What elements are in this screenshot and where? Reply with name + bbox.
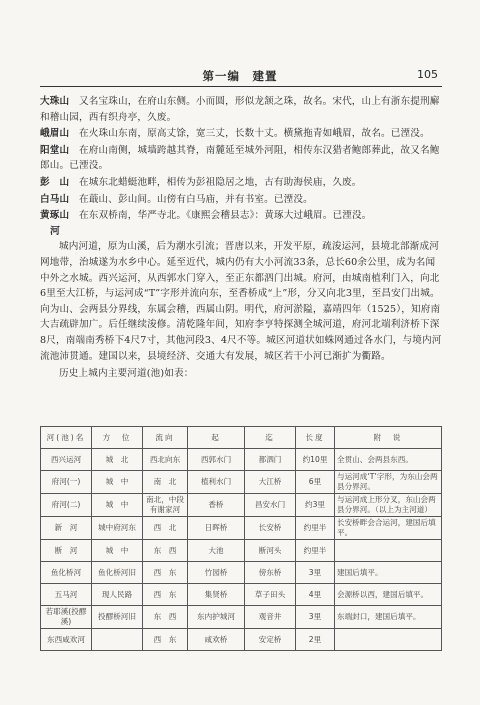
cell-length: 3里 <box>296 562 335 584</box>
cell-flow: 西 东 <box>143 584 188 606</box>
cell-name: 府河(二) <box>41 494 92 517</box>
cell-end: 观音井 <box>245 606 296 629</box>
col-header-end: 迄 <box>245 427 296 449</box>
cell-start: 东内护城河 <box>188 606 245 629</box>
cell-location: 投醪桥河旧 <box>92 606 143 629</box>
cell-name: 鱼化桥河 <box>41 562 92 584</box>
cell-start: 集贤桥 <box>188 584 245 606</box>
cell-length: 4里 <box>296 584 335 606</box>
table-row <box>41 540 442 562</box>
table-caption: 历史上城内主要河道(池)如表： <box>59 368 194 380</box>
cell-note: 与运河成上形分叉，东山会两县分界河。（以上为主河道） <box>335 494 442 517</box>
col-header-start: 起 <box>188 427 245 449</box>
cell-length: 3里 <box>296 606 335 629</box>
cell-note: 东端封口，建国后填平。 <box>335 606 442 629</box>
entry-text: 在府山南侧，城墙跨越其脊，南麓延至城外河阻，相传东汉猎者鲍郎葬此，故又名鲍郎山。已湮没。 <box>40 144 440 172</box>
cell-location: 鱼化桥河旧 <box>92 562 143 584</box>
entry-term: 彭 山 <box>40 176 70 188</box>
entry-term: 黄琢山 <box>40 210 70 222</box>
body-text <box>40 94 442 382</box>
entry-yangtang-shan <box>40 143 442 174</box>
table-row <box>41 494 442 517</box>
cell-flow: 西 东 <box>143 562 188 584</box>
rivers-paragraph: 城内河道，原为山溪，后为潮水引流；晋唐以来，开发平原，疏浚运河，县境北部渐成河网地带，治城遂为水乡中心。延至近代，城内仍有大小河流33条，总长60余公里，成为名闻中外之水城。西兴运河，从西郭水门穿入，至正东都泗门出城。府河，由城南植利门入，向北6里至大江桥，与运河成“T”字形并流向东，至香桥成“上”形，分又向北3里，至昌安门出城。向为山、会两县分界线，东属会稽，西属山阴。明代，府河淤隘，嘉靖四年（1525），知府南大吉疏辟加广。后任继续浚修。清乾隆年间，知府李亨特探测全城河道，府河北端利济桥下深8尺，南端南秀桥下4尺7寸，其他河段3、4尺不等。城区河道状如蛛网通过各水门，与境内河流池沛贯通。建国以来，县境经济、交通大有发展，城区若干小河已渐扩为衢路。 <box>40 241 442 362</box>
cell-note: 全贯山、会两县东西。 <box>335 449 442 471</box>
cell-flow: 南 北 <box>143 471 188 494</box>
running-header <box>40 68 440 84</box>
cell-location: 城 中 <box>92 494 143 517</box>
table-row <box>41 471 442 494</box>
table-row <box>41 606 442 629</box>
cell-length: 约里半 <box>296 540 335 562</box>
cell-note: 与运河成‘T’字形，为东山会两县分界河。 <box>335 471 442 494</box>
table-row <box>41 517 442 540</box>
cell-location: 现人民路 <box>92 584 143 606</box>
entry-peng-shan <box>40 175 442 191</box>
entry-term: 大珠山 <box>40 96 70 107</box>
entry-emei-shan <box>40 126 442 142</box>
section-heading: 河 <box>50 225 60 237</box>
entry-text: 在火珠山东南，原高丈馀，宽三丈，长数十丈。横黛拖青如峨眉，故名。已湮没。 <box>78 128 430 140</box>
col-header-location: 方 位 <box>92 427 143 449</box>
entry-text: 又名宝珠山，在府山东侧。小而圆，形似龙颔之珠，故名。宋代，山上有浙东提刑廨和稽山园，西有织舟亭，久废。 <box>40 96 440 123</box>
table-row <box>41 584 442 606</box>
cell-end: 都泗门 <box>245 449 296 471</box>
entry-text: 在蕺山、彭山间。山傍有白马庙，并有书室。已湮没。 <box>78 193 313 205</box>
cell-length: 约10里 <box>296 449 335 471</box>
cell-location: 城 北 <box>92 449 143 471</box>
cell-name: 断 河 <box>41 540 92 562</box>
table-header-row <box>41 427 442 449</box>
river-table <box>40 426 442 651</box>
cell-name: 新 河 <box>41 517 92 540</box>
cell-name: 府河(一) <box>41 471 92 494</box>
col-header-note: 附 说 <box>335 427 442 449</box>
entry-huangzhuo-shan <box>40 208 442 224</box>
cell-start: 香桥 <box>188 494 245 517</box>
entry-dazhu-shan <box>40 94 442 125</box>
table-row <box>41 562 442 584</box>
cell-length: 2里 <box>296 629 335 651</box>
entry-text: 在城东北蜡蜓池畔，相传为彭祖隐居之地，古有助海侯庙，久废。 <box>78 176 362 188</box>
table-row <box>41 629 442 651</box>
cell-note <box>335 629 442 651</box>
entry-term: 峨眉山 <box>40 128 70 140</box>
entry-term: 白马山 <box>40 193 70 205</box>
cell-location <box>92 629 143 651</box>
cell-start: 植利水门 <box>188 471 245 494</box>
cell-length: 约3里 <box>296 494 335 517</box>
cell-note <box>335 540 442 562</box>
cell-length: 约里半 <box>296 517 335 540</box>
cell-note: 建国后填平。 <box>335 562 442 584</box>
cell-end: 昌安水门 <box>245 494 296 517</box>
cell-end: 傍东桥 <box>245 562 296 584</box>
entry-baima-shan <box>40 192 442 208</box>
cell-name: 东西咸欢河 <box>41 629 92 651</box>
col-header-name: 河(池)名 <box>41 427 92 449</box>
chapter-title: 第一编 建置 <box>202 69 278 83</box>
cell-end: 长安桥 <box>245 517 296 540</box>
cell-start: 日晖桥 <box>188 517 245 540</box>
cell-name: 五马河 <box>41 584 92 606</box>
cell-name: 西兴运河 <box>41 449 92 471</box>
cell-note: 会源桥以西，建国后填平。 <box>335 584 442 606</box>
col-header-flow: 流向 <box>143 427 188 449</box>
cell-flow: 东 西 <box>143 540 188 562</box>
cell-note: 长安桥畔会合运河，建国后填平。 <box>335 517 442 540</box>
cell-end: 大江桥 <box>245 471 296 494</box>
entry-text: 在东双桥南，华严寺北。《康熙会稽县志》：黄琢大过峨眉。已湮没。 <box>78 210 372 222</box>
cell-start: 咸欢桥 <box>188 629 245 651</box>
page-number: 105 <box>417 68 438 81</box>
header-rule <box>40 86 442 87</box>
cell-location: 城中府河东 <box>92 517 143 540</box>
col-header-length: 长度 <box>296 427 335 449</box>
cell-flow: 西 北 <box>143 517 188 540</box>
cell-end: 草子田头 <box>245 584 296 606</box>
cell-location: 城 中 <box>92 471 143 494</box>
entry-term: 阳堂山 <box>40 144 70 156</box>
cell-flow: 西北向东 <box>143 449 188 471</box>
cell-name: 若耶溪(投醪溪) <box>41 606 92 629</box>
cell-end: 安定桥 <box>245 629 296 651</box>
cell-start: 西郭水门 <box>188 449 245 471</box>
cell-end: 断河头 <box>245 540 296 562</box>
cell-flow: 东 西 <box>143 606 188 629</box>
cell-flow: 西 东 <box>143 629 188 651</box>
table-row <box>41 449 442 471</box>
cell-flow: 南北，中段有谢家河 <box>143 494 188 517</box>
cell-length: 6里 <box>296 471 335 494</box>
cell-start: 竹园桥 <box>188 562 245 584</box>
cell-location: 城 中 <box>92 540 143 562</box>
cell-start: 大池 <box>188 540 245 562</box>
